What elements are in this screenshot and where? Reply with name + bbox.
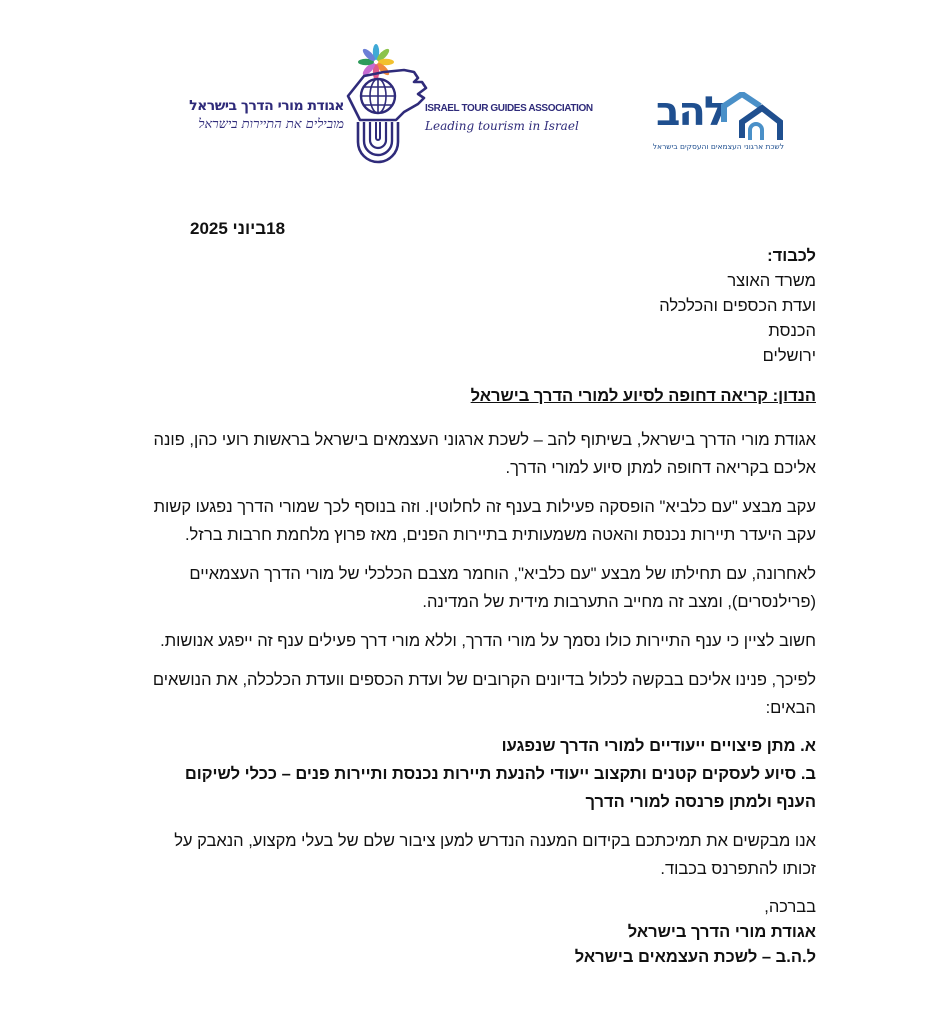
recipient-line: משרד האוצר — [727, 272, 816, 290]
tour-guides-logo-hebrew — [189, 98, 344, 132]
body-paragraph: לאחרונה, עם תחילתו של מבצע "עם כלביא", הוחמר מצבם הכלכלי של מורי הדרך העצמאיים (פרילנסרים), ומצב זה מחייב התערבות מידית של המדינה. — [189, 565, 816, 611]
requests-list — [150, 732, 816, 816]
recipient-line: ועדת הכספים והכלכלה — [659, 297, 816, 315]
recipient-line: ירושלים — [762, 347, 816, 365]
body-paragraph: לפיכך, פנינו אליכם בבקשה לכלול בדיונים הקרובים של ועדת הכספים וועדת הכלכלה, את הנושאים הבאים: — [152, 671, 816, 717]
closing-paragraph: אנו מבקשים את תמיכתכם בקידום המענה הנדרש למען ציבור שלם של בעלי מקצוע, הנאבק על זכותו להתפרנס בכבוד. — [174, 832, 816, 878]
recipient-line: הכנסת — [768, 322, 816, 340]
lahav-subtitle: לשכת ארגוני העצמאים והעסקים בישראל — [652, 142, 784, 151]
tour-guides-slogan-en: Leading tourism in Israel — [425, 119, 579, 133]
request-item: ב. סיוע לעסקים קטנים ותקצוב ייעודי להנעת תיירות נכנסת ותיירות פנים – ככלי לשיקום הענף ולמתן פרנסה למורי הדרך — [184, 765, 816, 811]
body-paragraph: עקב מבצע "עם כלביא" הופסקה פעילות בענף זה לחלוטין. וזה בנוסף לכך שמורי הדרך נפגעו קשות עקב היעדר תיירות נכנסת והאטה משמעותית בתיירות הפנים, מאז פרוץ מלחמת חרבות ברזל. — [153, 498, 816, 544]
request-item: א. מתן פיצויים ייעודיים למורי הדרך שנפגעו — [501, 737, 816, 755]
body-paragraph: אגודת מורי הדרך בישראל, בשיתוף להב – לשכת ארגוני העצמאים בישראל בראשות רועי כהן, פונה אליכם בקריאה דחופה למתן סיוע למורי הדרך. — [153, 431, 816, 477]
tour-guides-logo-english — [425, 103, 593, 133]
to-label: לכבוד: — [767, 247, 816, 265]
letter-body — [150, 244, 816, 970]
lahav-logo — [650, 88, 786, 158]
lahav-wordmark: להב — [656, 89, 727, 135]
letter-date: 18ביוני 2025 — [190, 219, 286, 238]
letter-subject: הנדון: קריאה דחופה לסיוע למורי הדרך בישראל — [470, 387, 816, 405]
tour-guides-slogan-he: מובילים את התיירות בישראל — [198, 117, 344, 132]
letterhead — [0, 0, 949, 180]
tour-guides-name-he: אגודת מורי הדרך בישראל — [189, 98, 344, 114]
signatory: אגודת מורי הדרך בישראל — [627, 923, 816, 941]
houses-icon — [720, 92, 784, 144]
tour-guides-emblem-icon — [344, 42, 434, 166]
signatory: ל.ה.ב – לשכת העצמאים בישראל — [574, 948, 816, 966]
body-paragraph: חשוב לציין כי ענף התיירות כולו נסמך על מורי הדרך, וללא מורי דרך פעילים ענף זה ייפגע אנושות. — [160, 632, 816, 650]
tour-guides-name-en: ISRAEL TOUR GUIDES ASSOCIATION — [425, 103, 593, 114]
signature-block — [150, 895, 816, 970]
sign-off: בברכה, — [764, 898, 816, 916]
recipient-block — [150, 244, 816, 369]
